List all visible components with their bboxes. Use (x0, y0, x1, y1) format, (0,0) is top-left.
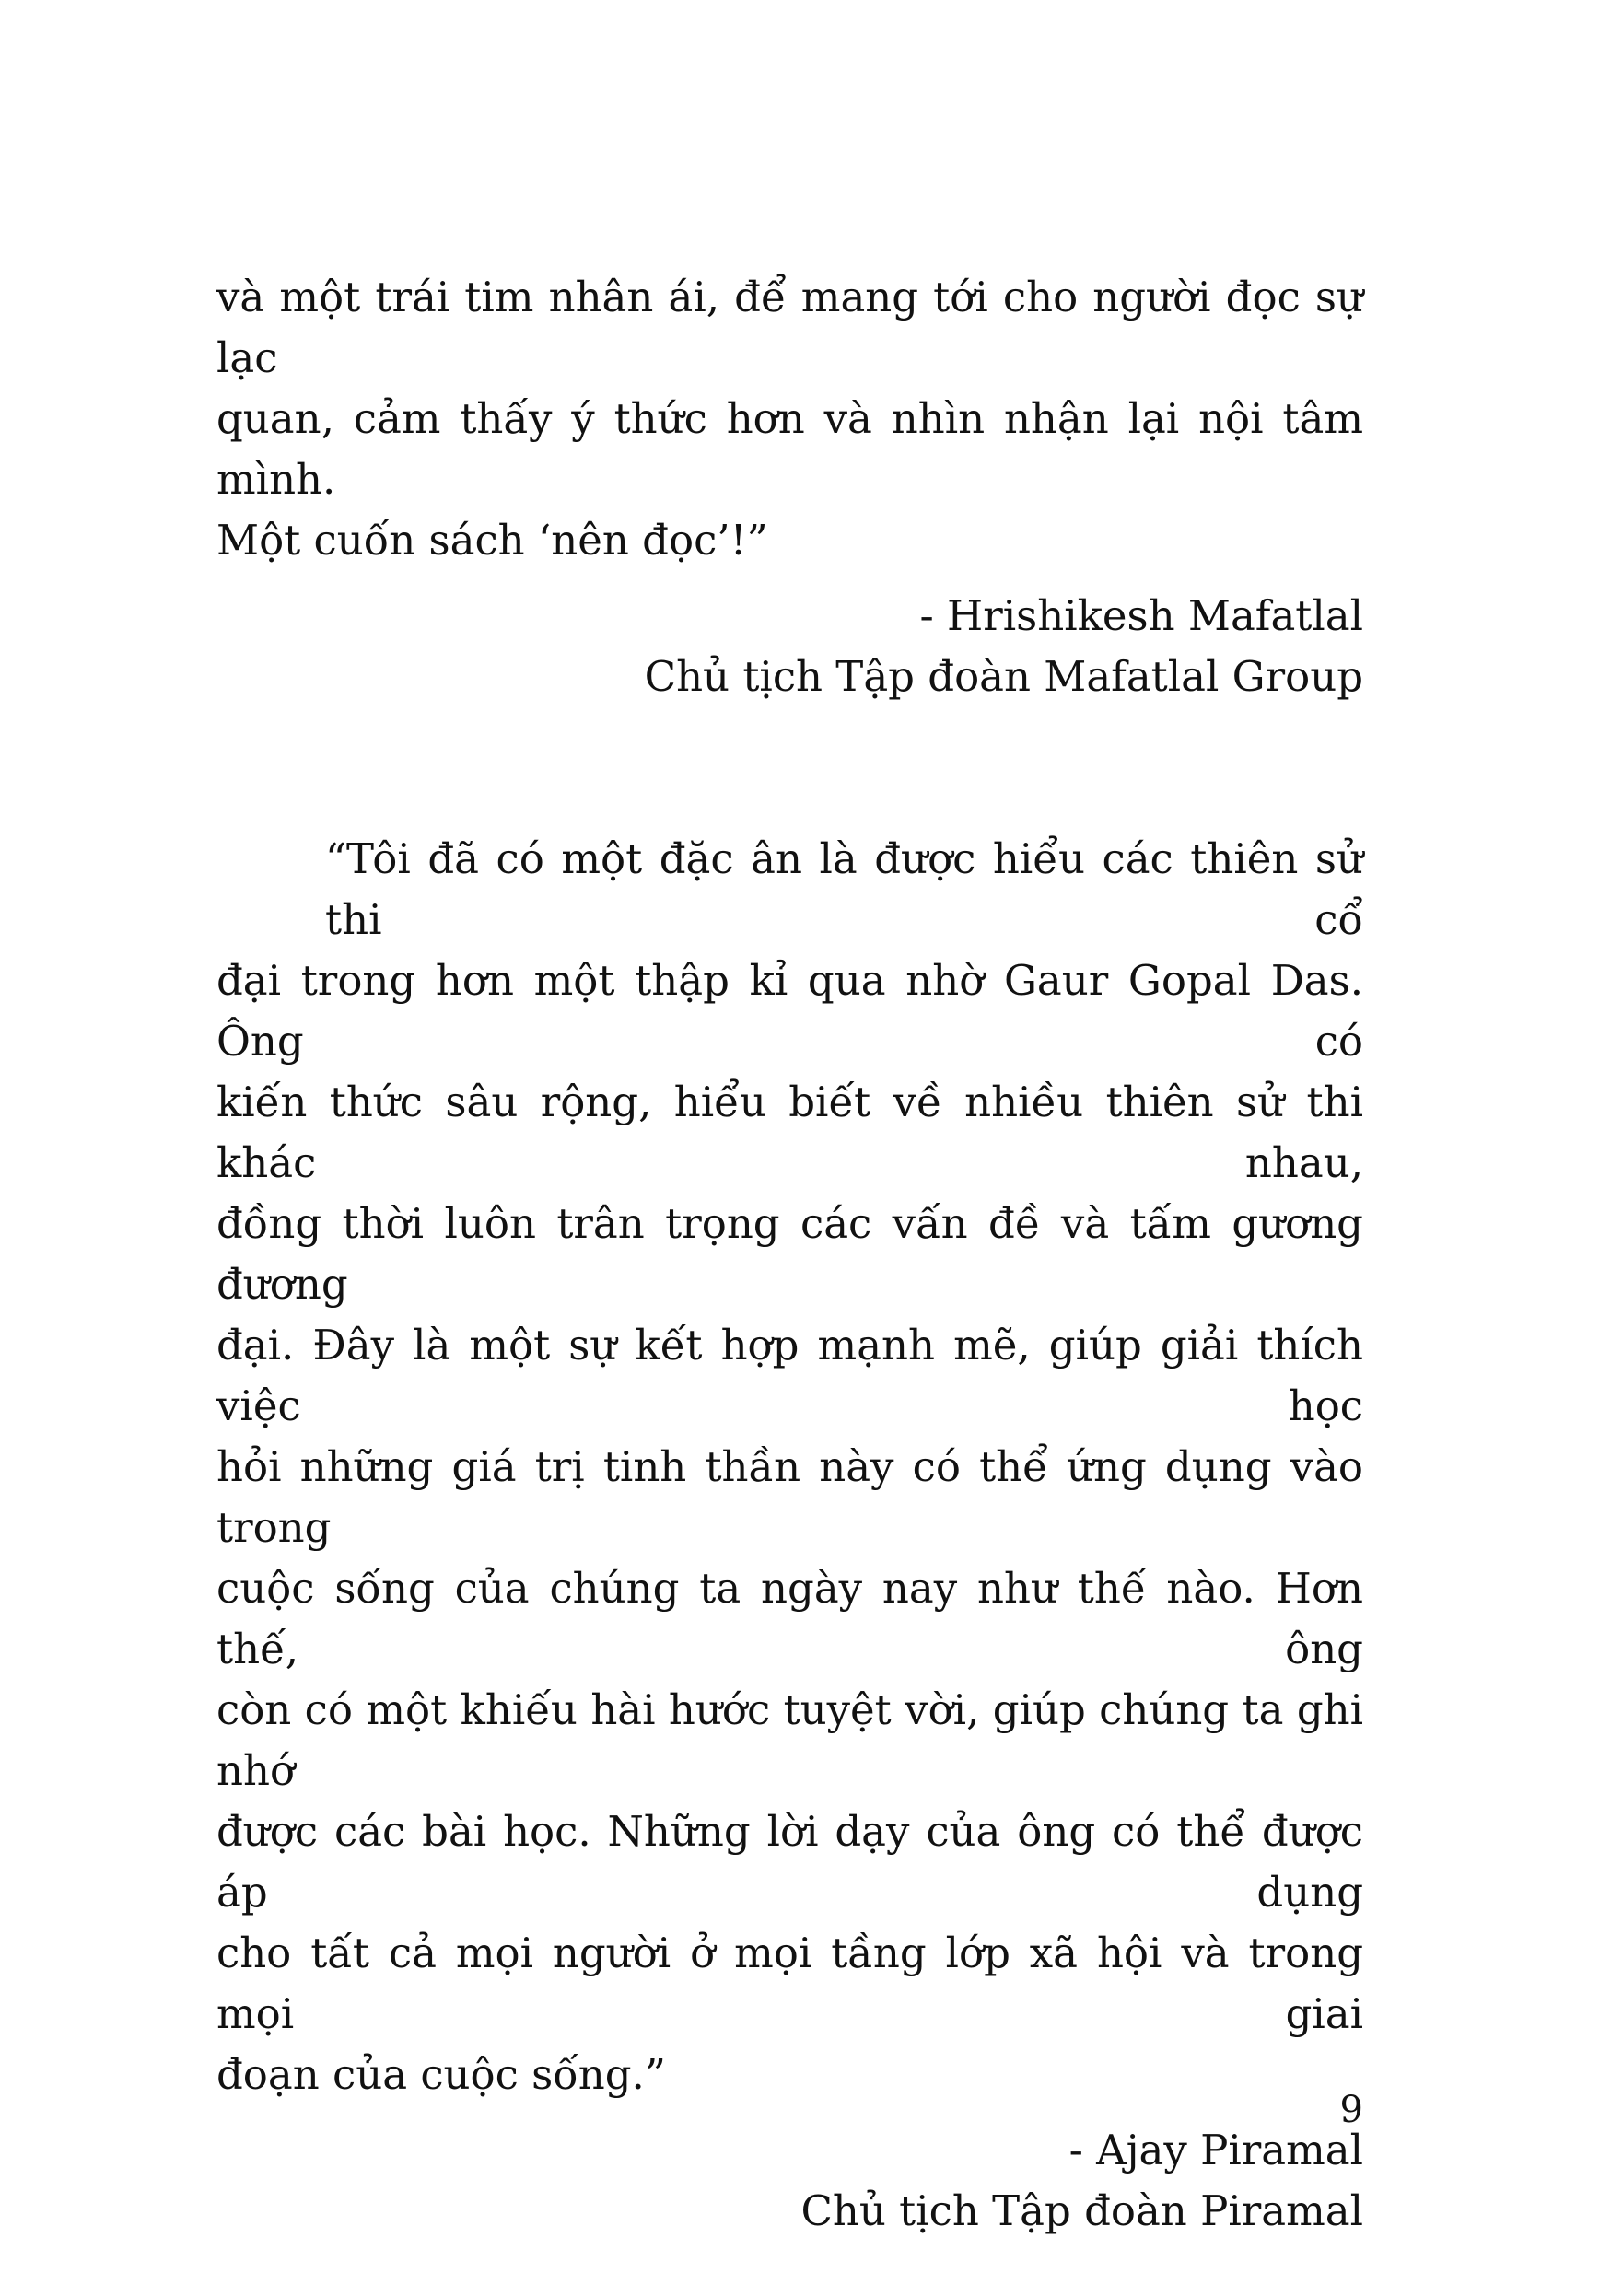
page-content (216, 267, 1363, 2242)
quote-2-line: đồng thời luôn trân trọng các vấn đề và tấm gương đương (216, 1199, 1363, 1309)
quote-2-author-title: Chủ tịch Tập đoàn Piramal (800, 2186, 1363, 2235)
quote-1-author: - Hrishikesh Mafatlal (919, 591, 1363, 640)
quote-2-line: cuộc sống của chúng ta ngày nay như thế nào. Hơn thế, ông (216, 1564, 1363, 1673)
quote-2-line: đại. Đây là một sự kết hợp mạnh mẽ, giúp giải thích việc học (216, 1321, 1363, 1430)
quote-2-line: đoạn của cuộc sống.” (216, 2050, 666, 2099)
quote-2-line: “Tôi đã có một đặc ân là được hiểu các thiên sử thi cổ (325, 834, 1363, 944)
quote-2-line: còn có một khiếu hài hước tuyệt vời, giúp chúng ta ghi nhớ (216, 1685, 1363, 1795)
quote-2-line: hỏi những giá trị tinh thần này có thể ứng dụng vào trong (216, 1442, 1363, 1552)
quote-2-attribution (216, 2120, 1363, 2242)
quote-1-text (216, 267, 1363, 571)
quote-1-author-title: Chủ tịch Tập đoàn Mafatlal Group (644, 652, 1363, 701)
quote-2-line: đại trong hơn một thập kỉ qua nhờ Gaur Gopal Das. Ông có (216, 956, 1363, 1066)
quote-1-line: quan, cảm thấy ý thức hơn và nhìn nhận lại nội tâm mình. (216, 394, 1363, 504)
quote-1-attribution (216, 586, 1363, 707)
quote-1-line: và một trái tim nhân ái, để mang tới cho người đọc sự lạc (216, 273, 1363, 382)
quote-2-author: - Ajay Piramal (1068, 2126, 1363, 2174)
quote-2-line: cho tất cả mọi người ở mọi tầng lớp xã hội và trong mọi giai (216, 1929, 1363, 2038)
quote-2-line: kiến thức sâu rộng, hiểu biết về nhiều thiên sử thi khác nhau, (216, 1078, 1363, 1187)
quote-2-line: được các bài học. Những lời dạy của ông có thể được áp dụng (216, 1807, 1363, 1917)
quote-1-line: Một cuốn sách ‘nên đọc’!” (216, 516, 768, 565)
page-number: 9 (1339, 2089, 1363, 2131)
quote-2-text (216, 829, 1363, 2105)
